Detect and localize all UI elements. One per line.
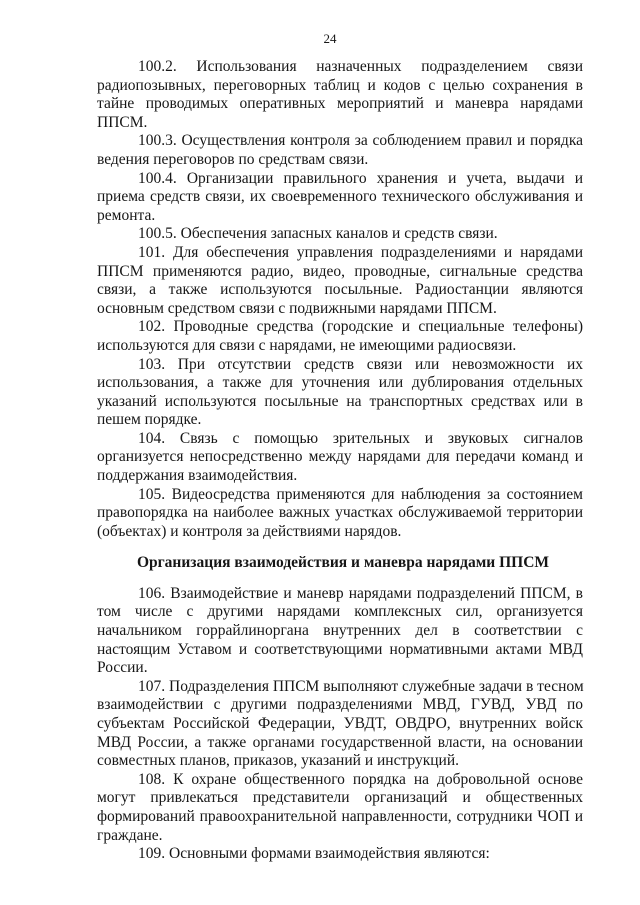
text-line: начальником горрайлиноргана внутренних дел в соответствии с [97, 622, 583, 639]
text-line: основным средством связи с подвижными нарядами ППСМ. [97, 299, 497, 317]
text-line: 100.3. Осуществления контроля за соблюдением правил и порядка [138, 132, 583, 150]
paragraph-100-2 [97, 58, 583, 132]
text-line: ППСМ применяются радио, видео, проводные, сигнальные средства [97, 262, 583, 280]
paragraph-103 [97, 356, 583, 430]
text-line: поддержания взаимодействия. [97, 467, 298, 485]
text-line: формирований правоохранительной направленности, сотрудники ЧОП и [97, 807, 583, 825]
text-line: 101. Для обеспечения управления подразделениями и нарядами [138, 243, 583, 261]
text-line: могут привлекаться представители организаций и общественных [97, 789, 583, 807]
paragraph-108 [97, 771, 583, 845]
section-heading: Организация взаимодействия и маневра нарядами ППСМ [136, 553, 550, 571]
text-line: указаний используются посыльные на транспортных средствах или в [97, 392, 583, 410]
text-line: (объектах) и контроля за действиями нарядов. [97, 522, 402, 540]
text-line: взаимодействии с другими подразделениями МВД, ГУВД, УВД по [97, 696, 583, 714]
text-line: 100.5. Обеспечения запасных каналов и средств связи. [138, 225, 498, 243]
text-line: правопорядка на наиболее важных участках обслуживаемой территории [97, 504, 583, 522]
text-line: 100.2. Использования назначенных подразделением связи [138, 58, 583, 75]
text-line: совместных планов, приказов, указаний и инструкций. [97, 752, 460, 770]
text-line: субъектам Российской Федерации, УВДТ, ОВДРО, внутренних войск [97, 714, 583, 732]
text-line: том числе с другими нарядами комплексных сил, организуется [97, 603, 583, 621]
text-line: использования, а также для уточнения или дублирования отдельных [97, 374, 583, 392]
text-line: 109. Основными формами взаимодействия являются: [138, 845, 490, 863]
text-line: 107. Подразделения ППСМ выполняют служебные задачи в тесном [138, 677, 584, 695]
text-line: ремонта. [97, 206, 156, 224]
text-line: 102. Проводные средства (городские и специальные телефоны) [138, 318, 583, 336]
text-line: МВД России, а также органами государственной власти, на основании [97, 733, 583, 751]
page-number: 24 [323, 31, 337, 46]
paragraph-109 [97, 845, 583, 864]
text-line: тайне проводимых оперативных мероприятий и маневра нарядами [97, 95, 583, 113]
text-line: пешем порядке. [97, 411, 202, 429]
text-line: организуется непосредственно между нарядами для передачи команд и [97, 448, 583, 466]
text-line: связи, а также используются посыльные. Радиостанции являются [97, 281, 583, 299]
text-line: ППСМ. [97, 113, 148, 131]
paragraph-100-5 [97, 225, 583, 244]
text-line: радиопозывных, переговорных таблиц и кодов с целью сохранения в [97, 76, 583, 94]
text-line: 105. Видеосредства применяются для наблюдения за состоянием [138, 485, 583, 503]
paragraph-106 [97, 585, 583, 678]
paragraph-100-3 [97, 132, 583, 169]
text-line: 104. Связь с помощью зрительных и звуковых сигналов [138, 429, 583, 447]
text-line: ведения переговоров по средствам связи. [97, 150, 369, 168]
paragraph-102 [97, 318, 583, 355]
paragraph-105 [97, 486, 583, 542]
text-line: России. [97, 659, 148, 677]
text-line: 106. Взаимодействие и маневр нарядами подразделений ППСМ, в [138, 584, 583, 602]
document-body [97, 58, 583, 864]
text-line: настоящим Уставом и соответствующими нормативными актами МВД [97, 640, 583, 658]
text-line: 100.4. Организации правильного хранения и учета, выдачи и [138, 169, 583, 187]
paragraph-107 [97, 678, 583, 771]
paragraph-101 [97, 244, 583, 318]
paragraph-104 [97, 430, 583, 486]
paragraph-100-4 [97, 170, 583, 226]
text-line: приема средств связи, их своевременного технического обслуживания и [97, 188, 583, 206]
text-line: граждане. [97, 826, 163, 844]
text-line: 103. При отсутствии средств связи или невозможности их [138, 355, 583, 373]
text-line: используются для связи с нарядами, не имеющими радиосвязи. [97, 336, 517, 354]
text-line: 108. К охране общественного порядка на добровольной основе [138, 770, 583, 788]
